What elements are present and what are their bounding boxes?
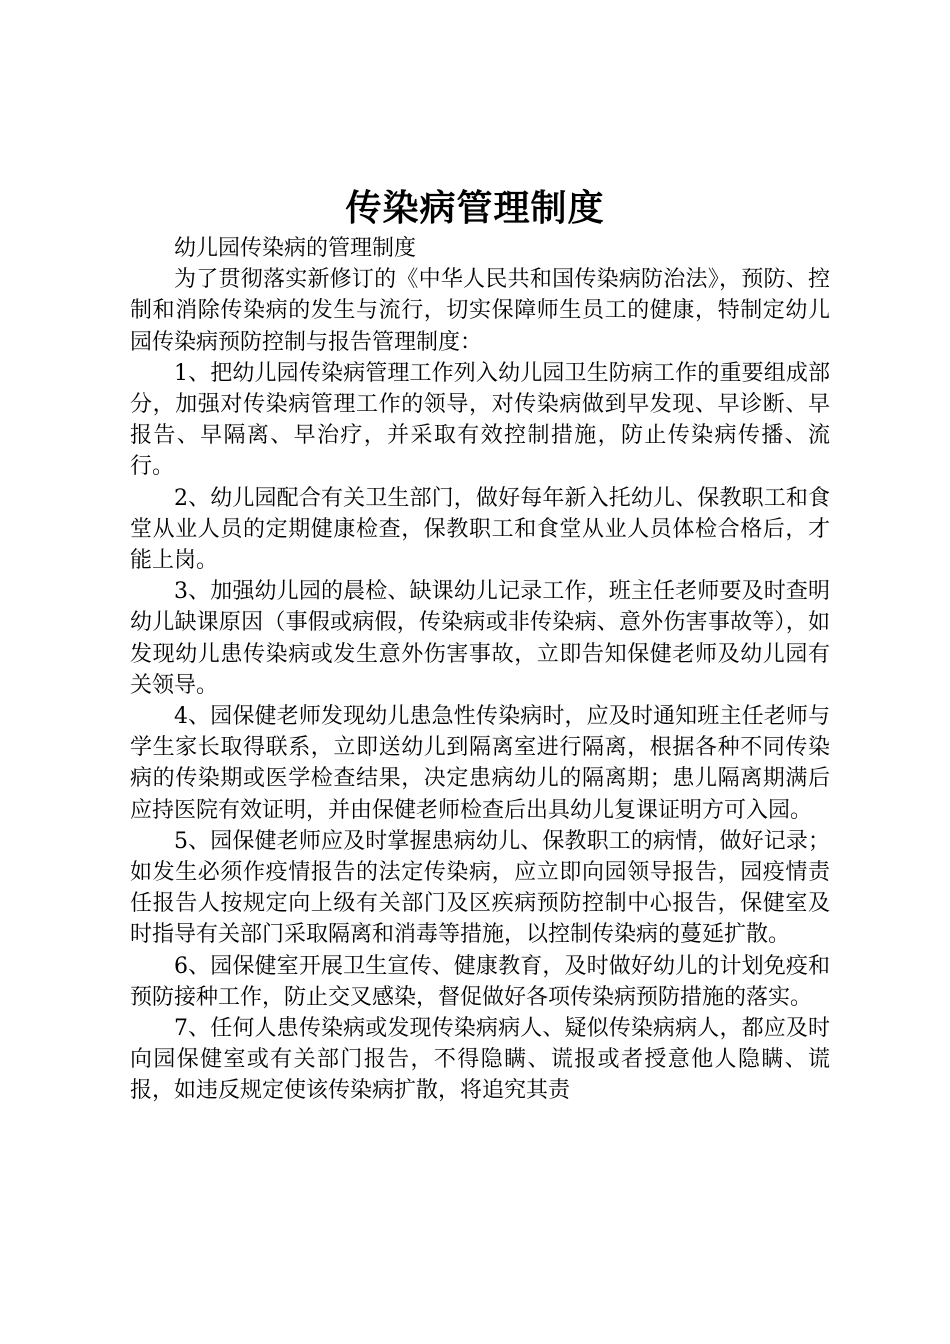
- rule-paragraph-3: 3、加强幼儿园的晨检、缺课幼儿记录工作，班主任老师要及时查明幼儿缺课原因（事假或病假，传染病或非传染病、意外伤害事故等），如发现幼儿患传染病或发生意外伤害事故，立即告知保健老师及幼儿园有关领导。: [130, 579, 830, 698]
- intro-paragraph: 为了贯彻落实新修订的《中华人民共和国传染病防治法》，预防、控制和消除传染病的发生与流行，切实保障师生员工的健康，特制定幼儿园传染病预防控制与报告管理制度：: [130, 267, 830, 355]
- rule-paragraph-6: 6、园保健室开展卫生宣传、健康教育，及时做好幼儿的计划免疫和预防接种工作，防止交叉感染，督促做好各项传染病预防措施的落实。: [130, 953, 830, 1010]
- rule-paragraph-4: 4、园保健老师发现幼儿患急性传染病时，应及时通知班主任老师与学生家长取得联系，立即送幼儿到隔离室进行隔离，根据各种不同传染病的传染期或医学检查结果，决定患病幼儿的隔离期；患儿隔离期满后应持医院有效证明，并由保健老师检查后出具幼儿复课证明方可入园。: [130, 704, 830, 823]
- document-subtitle: 幼儿园传染病的管理制度: [174, 236, 417, 261]
- rule-paragraph-7: 7、任何人患传染病或发现传染病病人、疑似传染病病人，都应及时向园保健室或有关部门报告，不得隐瞒、谎报或者授意他人隐瞒、谎报，如违反规定使该传染病扩散，将追究其责: [130, 1016, 830, 1104]
- rule-paragraph-2: 2、幼儿园配合有关卫生部门，做好每年新入托幼儿、保教职工和食堂从业人员的定期健康检查，保教职工和食堂从业人员体检合格后，才能上岗。: [130, 485, 830, 574]
- document-body: [130, 233, 830, 1107]
- rule-paragraph-1: 1、把幼儿园传染病管理工作列入幼儿园卫生防病工作的重要组成部分，加强对传染病管理工作的领导，对传染病做到早发现、早诊断、早报告、早隔离、早治疗，并采取有效控制措施，防止传染病传播、流行。: [130, 360, 830, 480]
- rule-paragraph-5: 5、园保健老师应及时掌握患病幼儿、保教职工的病情，做好记录；如发生必须作疫情报告的法定传染病，应立即向园领导报告，园疫情责任报告人按规定向上级有关部门及区疾病预防控制中心报告，保健室及时指导有关部门采取隔离和消毒等措施，以控制传染病的蔓延扩散。: [130, 828, 830, 948]
- document-title: 传染病管理制度: [345, 187, 605, 229]
